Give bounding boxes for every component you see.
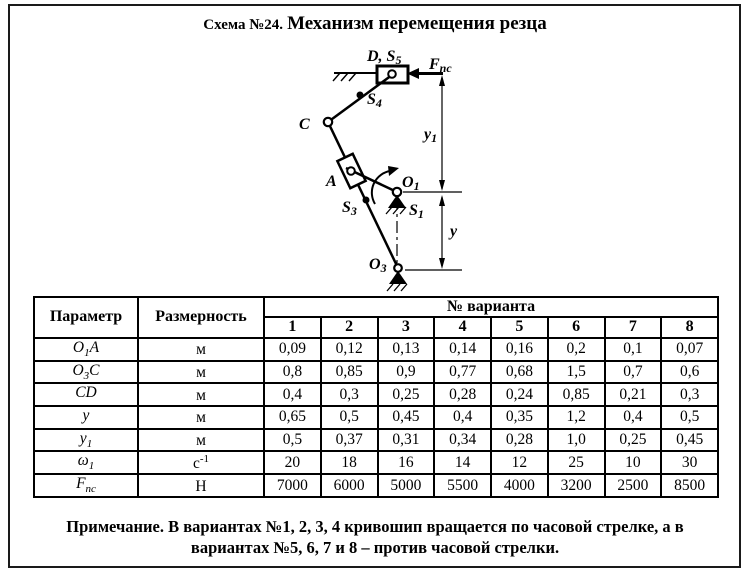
dim-arrow	[439, 195, 445, 206]
label-s1: S1	[409, 202, 424, 221]
value-cell: 30	[661, 451, 718, 474]
value-cell: 0,5	[661, 406, 718, 429]
value-cell: 0,85	[548, 383, 605, 406]
param-label	[34, 451, 138, 474]
support-hatch	[386, 207, 392, 214]
unit-text: м	[196, 341, 206, 359]
rotation-arrow-head	[388, 166, 399, 176]
note-line2: вариантах №5, 6, 7 и 8 – против часовой стрелки.	[190, 537, 560, 557]
value-cell: 0,28	[434, 383, 491, 406]
table-row	[34, 429, 718, 452]
value-cell: 0,3	[661, 383, 718, 406]
value-cell: 12	[491, 451, 548, 474]
table-row	[34, 361, 718, 384]
scheme-number: Схема №24.	[203, 17, 284, 33]
value-cell: 4000	[491, 474, 548, 497]
value-cell: 25	[548, 451, 605, 474]
value-cell: 0,37	[321, 429, 378, 452]
dim-arrow	[439, 75, 445, 86]
pin-d	[388, 70, 396, 78]
param-sub: 1	[86, 437, 93, 450]
support-hatch	[401, 284, 407, 291]
variant-number: 1	[264, 317, 321, 337]
s3-point	[363, 197, 370, 204]
value-cell: 20	[264, 451, 321, 474]
param-sub: 1	[84, 346, 90, 359]
label-y1: y1	[424, 126, 438, 145]
value-cell: 0,2	[548, 338, 605, 361]
value-cell: 1,5	[548, 361, 605, 384]
param-label	[34, 338, 138, 361]
value-cell: 18	[321, 451, 378, 474]
value-cell: 1,2	[548, 406, 605, 429]
table-row	[34, 451, 718, 474]
table-row	[34, 406, 718, 429]
table-row	[34, 474, 718, 497]
variant-number: 5	[491, 317, 548, 337]
param-text: A	[89, 338, 100, 356]
unit-cell	[138, 474, 264, 497]
value-cell: 0,07	[661, 338, 718, 361]
note	[25, 517, 725, 558]
variant-number: 8	[661, 317, 718, 337]
value-cell: 0,77	[434, 361, 491, 384]
param-sub: пс	[85, 483, 96, 496]
label-y: y	[450, 223, 458, 240]
support-hatch	[394, 284, 400, 291]
param-text: y	[82, 406, 90, 424]
value-cell: 0,12	[321, 338, 378, 361]
value-cell: 10	[605, 451, 662, 474]
value-cell: 0,13	[378, 338, 435, 361]
unit-text: с	[192, 454, 200, 472]
value-cell: 0,68	[491, 361, 548, 384]
variant-number: 2	[321, 317, 378, 337]
value-cell: 0,3	[321, 383, 378, 406]
dim-arrow	[439, 180, 445, 191]
value-cell: 16	[378, 451, 435, 474]
value-cell: 6000	[321, 474, 378, 497]
value-cell: 0,65	[264, 406, 321, 429]
param-text: O	[72, 361, 84, 379]
value-cell: 8500	[661, 474, 718, 497]
value-cell: 0,25	[605, 429, 662, 452]
value-cell: 0,31	[378, 429, 435, 452]
param-label	[34, 474, 138, 497]
param-text: C	[89, 361, 100, 379]
value-cell: 0,45	[661, 429, 718, 452]
table-row	[34, 383, 718, 406]
support-hatch	[393, 207, 399, 214]
joint-c	[324, 118, 332, 126]
header-param: Параметр	[34, 297, 138, 338]
ground-hatch	[341, 73, 348, 81]
unit-cell	[138, 361, 264, 384]
label-a: A	[326, 173, 337, 190]
value-cell: 0,45	[378, 406, 435, 429]
support-o3	[389, 271, 407, 284]
unit-cell	[138, 429, 264, 452]
link-o3c	[328, 122, 398, 268]
variant-number: 4	[434, 317, 491, 337]
ground-hatch	[333, 73, 340, 81]
param-text: O	[72, 338, 85, 356]
support-hatch	[387, 284, 393, 291]
header-unit: Размерность	[138, 297, 264, 338]
dim-arrow	[439, 258, 445, 269]
value-cell: 0,35	[491, 406, 548, 429]
label-o3: O3	[369, 256, 387, 275]
param-label	[34, 361, 138, 384]
unit-cell	[138, 338, 264, 361]
value-cell: 0,21	[605, 383, 662, 406]
value-cell: 0,28	[491, 429, 548, 452]
param-text: ω	[77, 452, 89, 470]
s4-point	[357, 92, 364, 99]
value-cell: 3200	[548, 474, 605, 497]
support-hatch	[400, 207, 406, 214]
label-s4: S4	[367, 91, 382, 110]
value-cell: 0,85	[321, 361, 378, 384]
value-cell: 0,1	[605, 338, 662, 361]
unit-cell	[138, 451, 264, 474]
value-cell: 0,9	[378, 361, 435, 384]
value-cell: 0,8	[264, 361, 321, 384]
param-sub: 1	[88, 460, 95, 473]
unit-text: м	[196, 386, 206, 404]
value-cell: 0,4	[605, 406, 662, 429]
unit-sup: -1	[199, 452, 210, 465]
param-text: F	[76, 475, 86, 493]
header-variant: № варианта	[264, 297, 718, 317]
value-cell: 5500	[434, 474, 491, 497]
value-cell: 0,6	[661, 361, 718, 384]
param-sub: 3	[83, 369, 90, 382]
value-cell: 0,5	[264, 429, 321, 452]
param-label	[34, 383, 138, 406]
pin-a	[347, 167, 355, 175]
value-cell: 0,25	[378, 383, 435, 406]
label-o1: O1	[402, 174, 420, 193]
unit-cell	[138, 383, 264, 406]
variant-number: 3	[378, 317, 435, 337]
label-force: Fпс	[429, 56, 452, 75]
unit-text: м	[196, 364, 206, 382]
unit-cell	[138, 406, 264, 429]
value-cell: 0,24	[491, 383, 548, 406]
value-cell: 0,4	[264, 383, 321, 406]
variant-number: 6	[548, 317, 605, 337]
unit-text: м	[196, 409, 206, 427]
value-cell: 0,09	[264, 338, 321, 361]
variants-table	[33, 296, 719, 498]
param-text: CD	[75, 384, 97, 402]
label-c: C	[299, 116, 310, 133]
scheme-name: Механизм перемещения резца	[287, 13, 547, 34]
label-s3: S3	[342, 199, 357, 218]
value-cell: 0,5	[321, 406, 378, 429]
value-cell: 7000	[264, 474, 321, 497]
joint-o1	[393, 188, 401, 196]
unit-text: м	[196, 432, 206, 450]
note-line1: Примечание. В вариантах №1, 2, 3, 4 кривошип вращается по часовой стрелке, а в	[66, 517, 684, 536]
value-cell: 1,0	[548, 429, 605, 452]
table-row	[34, 338, 718, 361]
value-cell: 5000	[378, 474, 435, 497]
value-cell: 0,16	[491, 338, 548, 361]
value-cell: 2500	[605, 474, 662, 497]
param-label	[34, 429, 138, 452]
joint-o3	[394, 264, 402, 272]
ground-hatch	[349, 73, 356, 81]
unit-text: Н	[195, 477, 207, 495]
value-cell: 0,14	[434, 338, 491, 361]
variant-number: 7	[605, 317, 662, 337]
value-cell: 14	[434, 451, 491, 474]
label-d-s5: D, S5	[367, 48, 402, 67]
value-cell: 0,34	[434, 429, 491, 452]
table-header-row	[34, 297, 718, 317]
value-cell: 0,7	[605, 361, 662, 384]
value-cell: 0,4	[434, 406, 491, 429]
param-label	[34, 406, 138, 429]
param-text: y	[79, 429, 87, 447]
